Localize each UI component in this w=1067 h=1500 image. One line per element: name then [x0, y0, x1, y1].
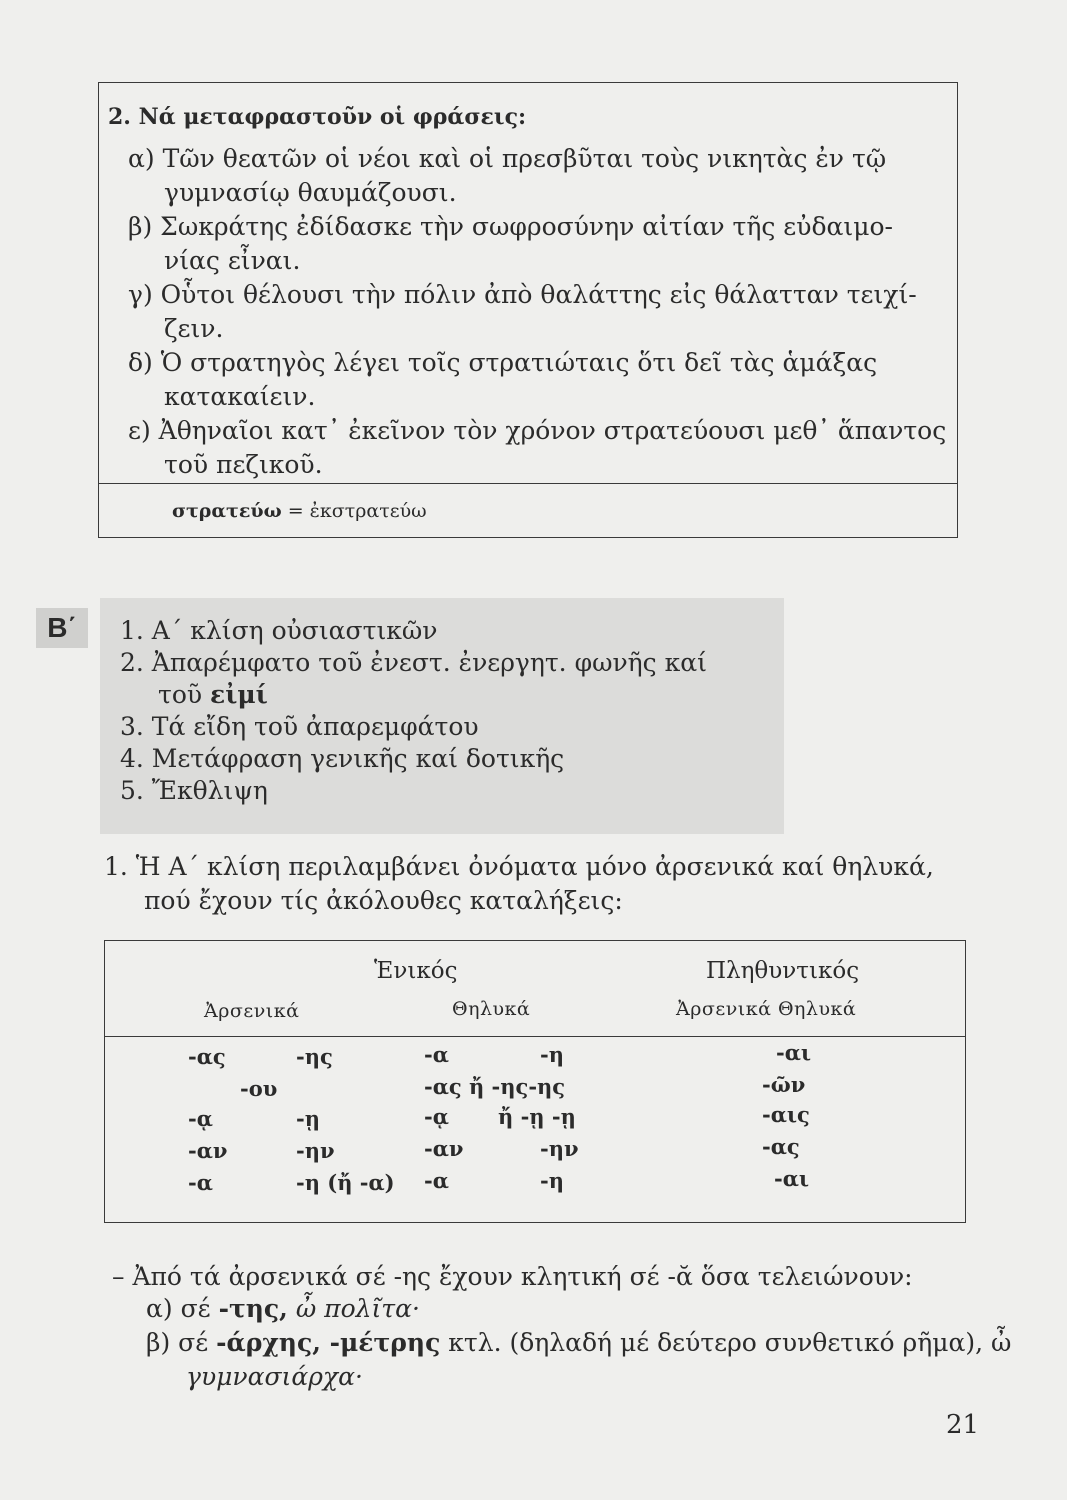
table-cell: -η: [540, 1168, 564, 1193]
table-cell: -η (ἤ -α): [296, 1170, 395, 1195]
exercise-line-c1: γ) Οὗτοι θέλουσι τὴν πόλιν ἀπὸ θαλάττης εἰς θάλατταν τειχί-: [128, 280, 917, 309]
table-cell: -ας: [188, 1044, 226, 1069]
table-cell: -αις: [762, 1102, 810, 1127]
exercise-line-e2: τοῦ πεζικοῦ.: [164, 450, 323, 479]
note-a: [146, 1294, 420, 1324]
page-number: 21: [946, 1410, 980, 1440]
section-b-item-4: 4. Μετάφραση γενικῆς καί δοτικῆς: [120, 744, 565, 773]
table-header-singular: Ἑνικός: [374, 958, 458, 984]
table-cell: -α: [424, 1168, 449, 1193]
table-cell: -α: [424, 1042, 449, 1067]
table-cell: -αν: [424, 1136, 464, 1161]
item2-cont-prefix: τοῦ: [158, 680, 203, 709]
note-b-prefix: β) σέ: [146, 1328, 209, 1357]
section-b-item-5: 5. Ἔκθλιψη: [120, 776, 268, 805]
exercise-line-a1: α) Τῶν θεατῶν οἱ νέοι καὶ οἱ πρεσβῦται τοὺς νικητὰς ἐν τῷ: [128, 144, 887, 173]
table-cell: -ης: [296, 1044, 333, 1069]
note-b-bold: -άρχης, -μέτρης: [216, 1328, 441, 1357]
section-b-label: Β΄: [36, 608, 88, 648]
table-cell: -ᾳ: [424, 1104, 449, 1129]
endings-table-header-rule: [104, 1036, 966, 1037]
note-a-prefix: α) σέ: [146, 1294, 211, 1323]
exercise-line-d1: δ) Ὁ στρατηγὸς λέγει τοῖς στρατιώταις ὅτι δεῖ τὰς ἁμάξας: [128, 348, 878, 377]
section-b-item-2: 2. Ἀπαρέμφατο τοῦ ἐνεστ. ἐνεργητ. φωνῆς καί: [120, 648, 707, 677]
table-cell: -αι: [776, 1040, 812, 1065]
table-cell: -α: [188, 1170, 213, 1195]
table-cell: -αν: [188, 1138, 228, 1163]
intro-line-1: 1. Ἡ Α΄ κλίση περιλαμβάνει ὀνόματα μόνο ἀρσενικά καί θηλυκά,: [104, 852, 934, 881]
vocab-definition: = ἐκστρατεύω: [287, 500, 427, 522]
table-cell: ἤ -ῃ -ῃ: [498, 1104, 576, 1129]
exercise-line-e1: ε) Ἀθηναῖοι κατ᾽ ἐκεῖνον τὸν χρόνον στρατεύουσι μεθ᾽ ἅπαντος: [128, 416, 947, 445]
note-a-example: ὦ πολῖτα·: [295, 1294, 420, 1323]
note-b: [146, 1328, 1011, 1358]
table-cell: -ην: [540, 1136, 579, 1161]
vocab-word: στρατεύω: [172, 500, 282, 522]
exercise-line-a2: γυμνασίῳ θαυμάζουσι.: [164, 178, 457, 207]
section-b-item-2-cont: [158, 680, 268, 710]
note-vocative: – Ἀπό τά ἀρσενικά σέ -ης ἔχουν κλητική σέ -ᾰ ὅσα τελειώνουν:: [112, 1262, 913, 1291]
section-b-item-1: 1. Α΄ κλίση οὐσιαστικῶν: [120, 616, 438, 645]
table-cell: -η: [540, 1042, 564, 1067]
exercise-vocab-divider: [98, 483, 958, 484]
section-b-item-3: 3. Τά εἴδη τοῦ ἀπαρεμφάτου: [120, 712, 479, 741]
table-sub-masculine: Ἀρσενικά: [204, 1000, 300, 1022]
table-cell: -ας ἤ -ης-ης: [424, 1074, 566, 1099]
table-sub-plural: Ἀρσενικά Θηλυκά: [676, 998, 857, 1020]
exercise-title: 2. Νά μεταφραστοῦν οἱ φράσεις:: [108, 104, 527, 130]
table-header-plural: Πληθυντικός: [706, 958, 860, 984]
note-a-bold: -της,: [218, 1294, 288, 1323]
exercise-line-c2: ζειν.: [164, 314, 224, 343]
table-sub-feminine: Θηλυκά: [452, 998, 531, 1020]
exercise-line-b1: β) Σωκράτης ἐδίδασκε τὴν σωφροσύνην αἰτίαν τῆς εὐδαιμο-: [128, 212, 893, 241]
exercise-line-b2: νίας εἶναι.: [164, 246, 301, 275]
table-cell: -ου: [240, 1076, 278, 1101]
table-cell: -ᾳ: [188, 1106, 213, 1131]
table-cell: -ῃ: [296, 1106, 320, 1131]
table-cell: -αι: [774, 1166, 810, 1191]
note-b-example: γυμνασιάρχα·: [186, 1362, 363, 1391]
intro-line-2: πού ἔχουν τίς ἀκόλουθες καταλήξεις:: [144, 886, 623, 915]
exercise-line-d2: κατακαίειν.: [164, 382, 316, 411]
table-cell: -ας: [762, 1134, 800, 1159]
table-cell: -ην: [296, 1138, 335, 1163]
table-cell: -ῶν: [762, 1072, 806, 1097]
note-b-rest: κτλ. (δηλαδή μέ δεύτερο συνθετικό ρῆμα), ὦ: [448, 1328, 1012, 1357]
item2-cont-bold: εἰμί: [210, 680, 268, 709]
vocab-note: [172, 500, 427, 522]
